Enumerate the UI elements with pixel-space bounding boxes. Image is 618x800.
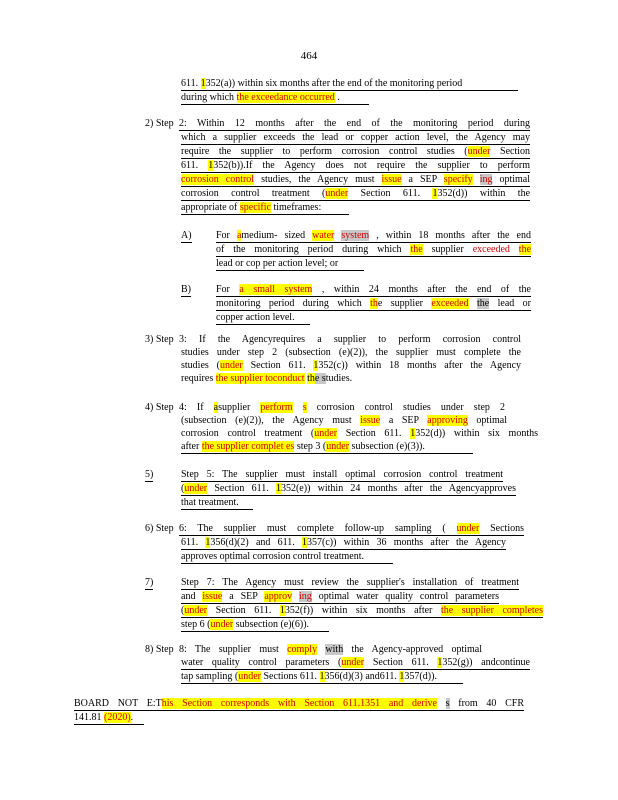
step-4-label: 4) Step — [145, 402, 174, 413]
text-line: corrosion control treatment (under Section 611. 1352(d)) within the — [181, 188, 531, 199]
text-line: 6: The supplier must complete follow-up sampling ( under Sections — [179, 523, 524, 534]
continuation-paragraph — [181, 77, 521, 105]
step-3-paragraph — [181, 333, 521, 385]
text-line: step 6 (under subsection (e)(6)). — [181, 618, 329, 632]
step-7-paragraph — [181, 576, 543, 632]
sub-a-label: A) — [181, 230, 192, 241]
text-line: For amedium- sized water system , within 18 months after the end — [216, 230, 531, 241]
text-line: (under Section 611. 1352(e)) within 24 months after the Agencyapproves — [181, 483, 516, 494]
step-2-paragraph — [181, 117, 530, 215]
text-line: 4: If asupplier perform s corrosion control studies under step 2 — [179, 402, 506, 413]
sub-a-paragraph — [216, 229, 531, 271]
text-line: tap sampling (under Sections 611. 1356(d)(3) and611. 1357(d)). — [181, 670, 463, 684]
text-line: 3: If the Agencyrequires a supplier to perform corrosion control — [179, 334, 521, 345]
text-line: corrosion control treatment (under Section 611. 1352(d)) within six months — [181, 428, 538, 439]
page-number: 464 — [300, 50, 318, 62]
text-line: 2: Within 12 months after the end of the monitoring period during — [179, 118, 530, 129]
text-line: appropriate of specific timeframes: — [181, 201, 349, 215]
text-line: 611. 1352(a)) within six months after the end of the monitoring period — [181, 77, 518, 91]
step-5-paragraph — [181, 468, 516, 510]
text-line: (under Section 611. 1352(f)) within six months after the supplier completes — [181, 605, 544, 616]
text-line: that treatment. — [181, 496, 253, 510]
text-line: BOARD NOT E:This Section corresponds with Section 611.1351 and derive s from 40 CFR — [74, 698, 525, 709]
text-line: 8: The supplier must comply with the Agency-approved optimal — [179, 644, 483, 655]
step-5-label: 5) — [145, 469, 154, 480]
text-line: 141.81 (2020). — [74, 711, 144, 725]
text-line: water quality control parameters (under Section 611. 1352(g)) andcontinue — [181, 657, 530, 668]
text-line: corrosion control studies, the Agency must issue a SEP specify ing optimal — [181, 174, 531, 185]
text-line: For a small system , within 24 months after the end of the — [216, 284, 531, 295]
text-line: Step 5: The supplier must install optimal corrosion control treatment — [181, 469, 503, 480]
sub-b-label: B) — [181, 284, 191, 295]
step-7-label: 7) — [145, 577, 154, 588]
text-line: and issue a SEP approv ing optimal water quality control parameters — [181, 591, 499, 602]
text-line: monitoring period during which the supplier exceeded the lead or — [216, 298, 532, 309]
text-line: 611. 1356(d)(2) and 611. 1357(c)) within 36 months after the Agency — [181, 537, 506, 548]
text-line: studies under step 2 (subsection (e)(2)), the supplier must complete the — [181, 347, 521, 358]
text-line: Step 7: The Agency must review the supplier's installation of treatment — [181, 577, 519, 588]
text-line: which a supplier exceeds the lead or copper action level, the Agency may — [181, 132, 530, 143]
text-line: lead or cop per action level; or — [216, 257, 364, 271]
step-6-label: 6) Step — [145, 523, 174, 534]
text-line: require the supplier to perform corrosion control studies (under Section — [181, 146, 531, 157]
step-2-label: 2) Step — [145, 118, 174, 129]
board-note — [74, 697, 524, 725]
step-3-label: 3) Step — [145, 334, 174, 345]
step-8-label: 8) Step — [145, 644, 174, 655]
text-line: approves optimal corrosion control treatment. — [181, 550, 393, 564]
step-8-paragraph — [181, 643, 530, 684]
sub-b-paragraph — [216, 283, 531, 325]
text-line: requires the supplier toconduct the studies. — [181, 373, 353, 384]
step-4-paragraph — [181, 401, 538, 454]
text-line: copper action level. — [216, 311, 310, 325]
text-line: after the supplier complet es step 3 (under subsection (e)(3)). — [181, 440, 473, 454]
text-line: of the monitoring period during which the supplier exceeded the — [216, 244, 532, 255]
step-6-paragraph — [181, 522, 524, 564]
text-line: studies (under Section 611. 1352(c)) within 18 months after the Agency — [181, 360, 522, 371]
text-line: during which the exceedance occurred . — [181, 91, 369, 105]
text-line: 611. 1352(b)).If the Agency does not require the supplier to perform — [181, 160, 530, 171]
text-line: (subsection (e)(2)), the Agency must issue a SEP approving optimal — [181, 415, 507, 426]
